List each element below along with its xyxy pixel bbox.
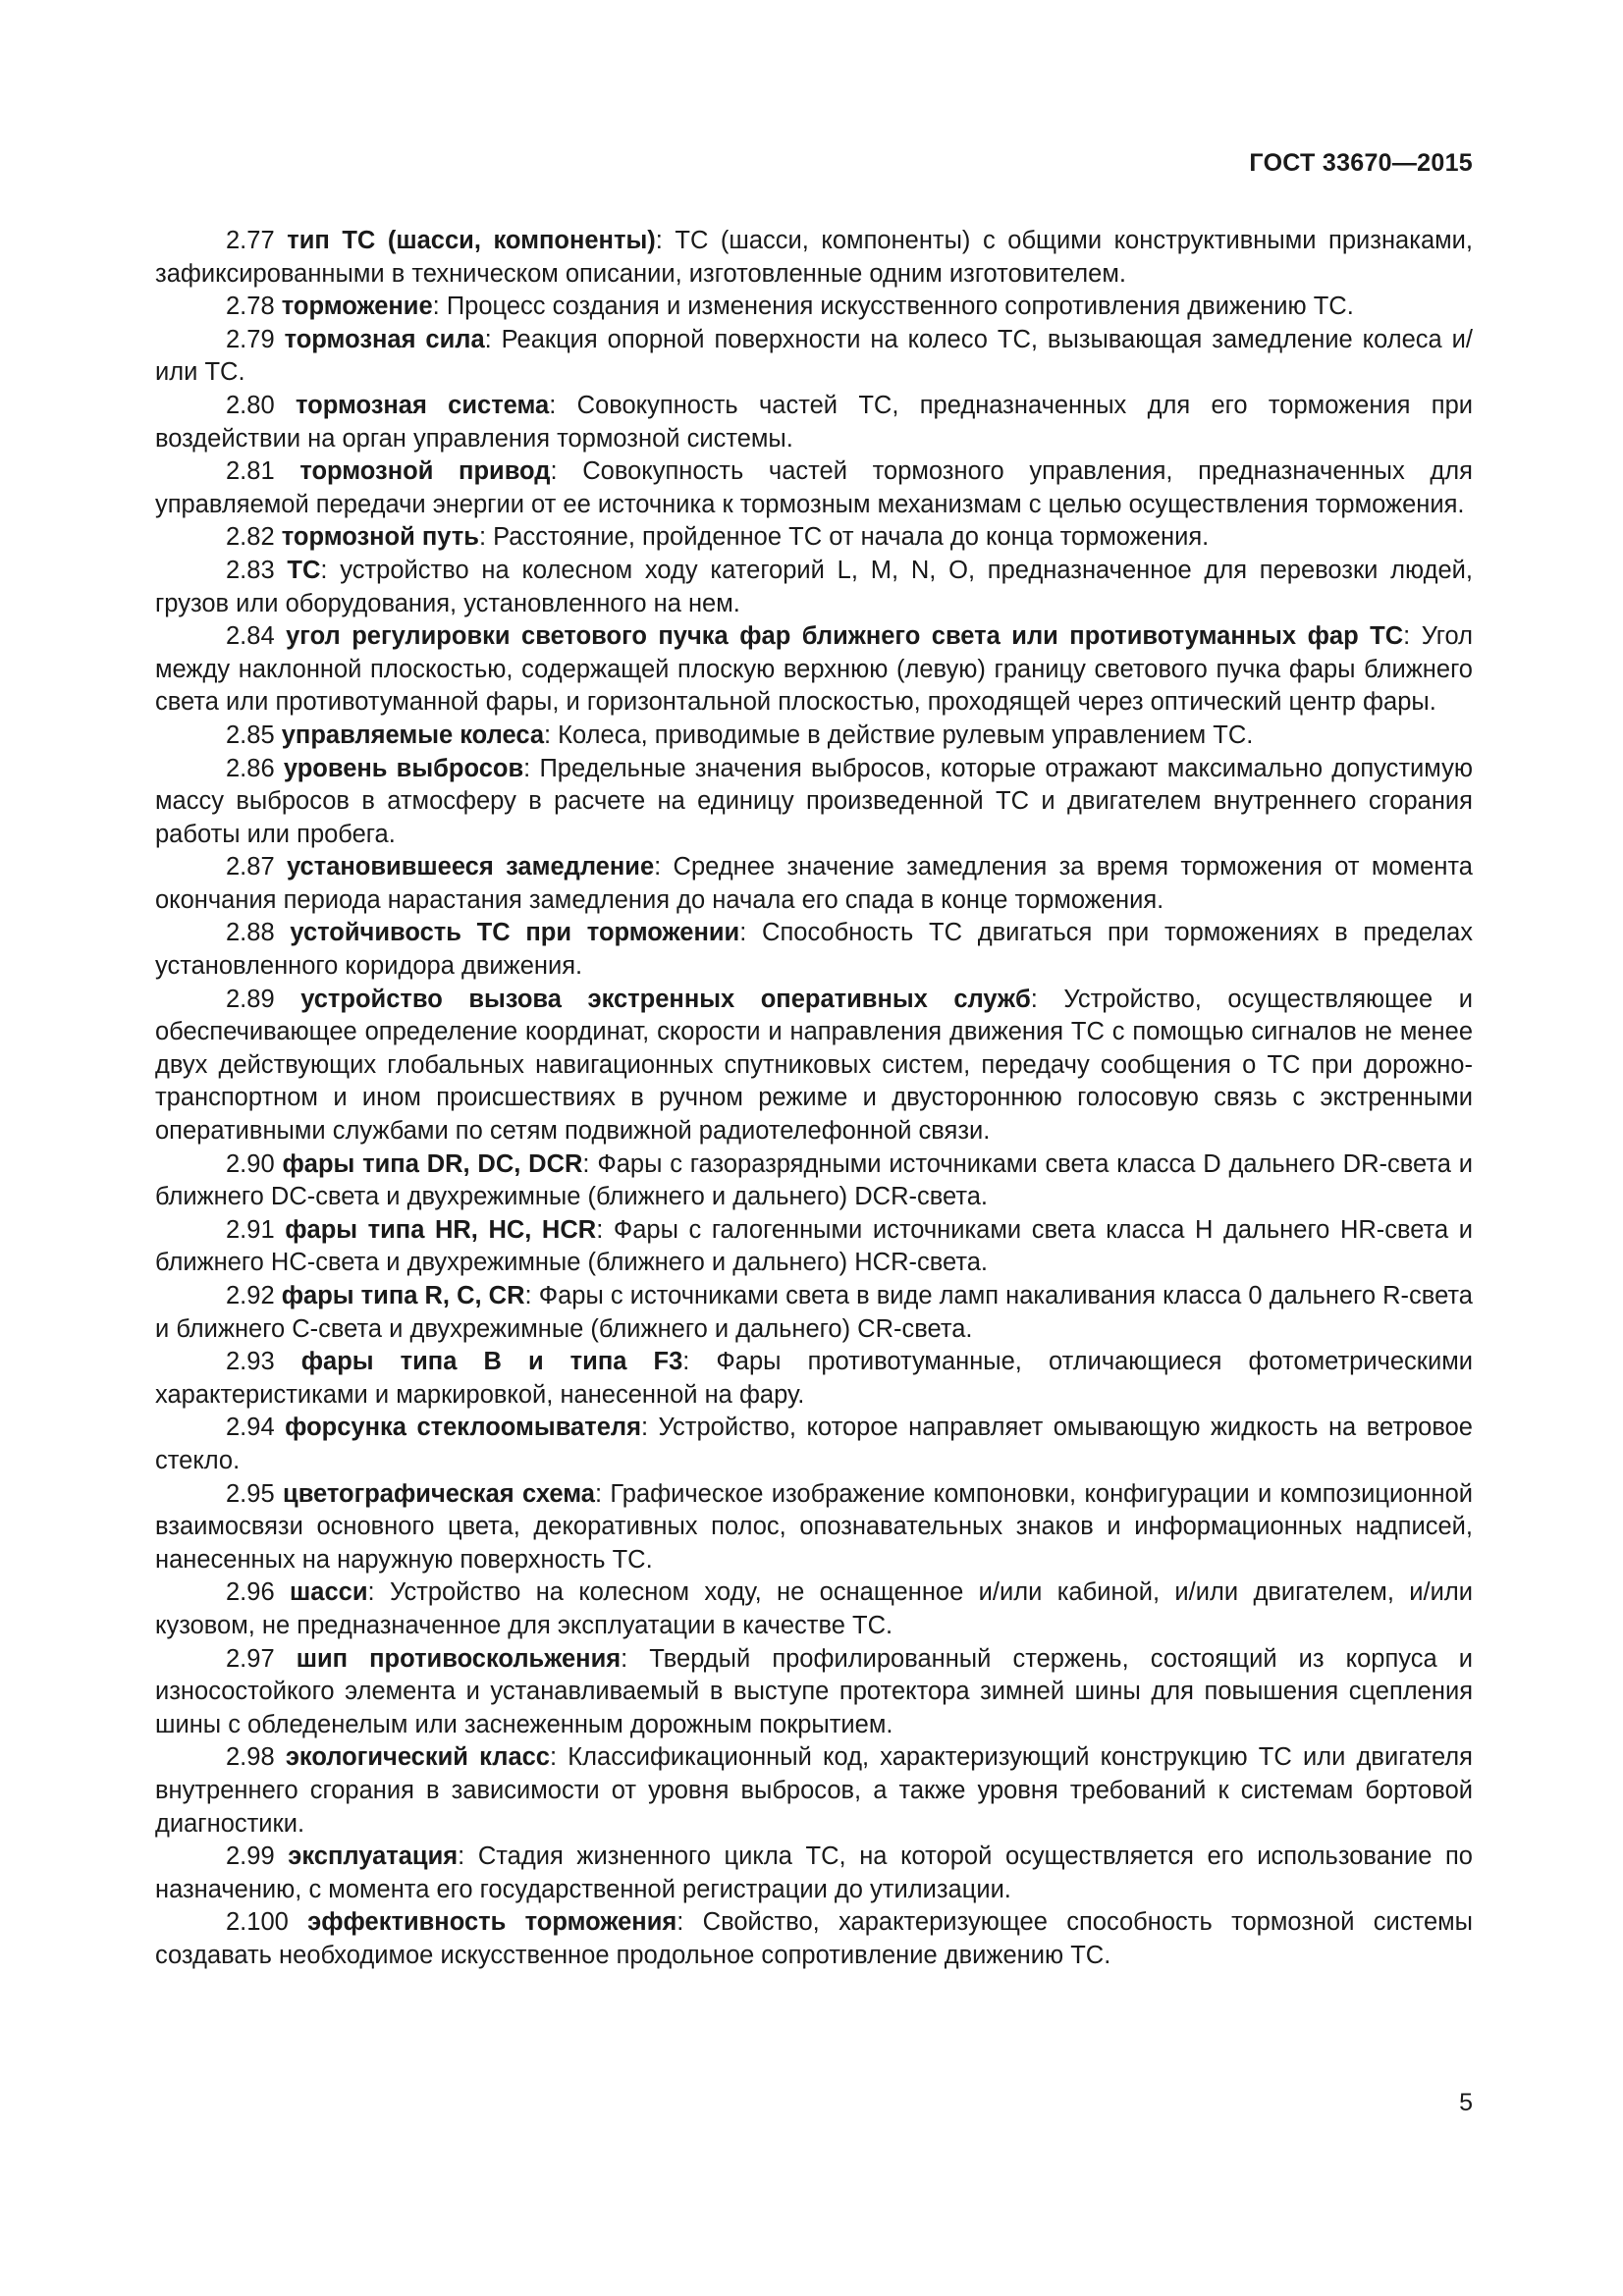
definition-entry	[155, 851, 1473, 917]
definition-entry	[155, 753, 1473, 852]
entry-definition: : Угол между наклонной плоскостью, содержащей плоскую верхнюю (левую) границу светового пучка фары ближнего света или противотуманной фары, и горизонтальной плоскостью, проходящей через оптический центр фары.	[155, 622, 1473, 717]
entry-definition: : Процесс создания и изменения искусственного сопротивления движению ТС.	[432, 293, 1354, 321]
entry-term: фары типа R, C, CR	[281, 1282, 525, 1309]
entry-definition: : Классификационный код, характеризующий конструкцию ТС или двигателя внутреннего сгорания в зависимости от уровня выбросов, а также уровня требований к системам бортовой диагностики.	[155, 1743, 1473, 1838]
page-number: 5	[1459, 2089, 1473, 2116]
entry-definition: : Фары с источниками света в виде ламп накаливания класса 0 дальнего R-света и ближнего C-света и двухрежимные (ближнего и дальнего) CR-света.	[155, 1282, 1473, 1343]
entry-definition: : Расстояние, пройденное ТС от начала до конца торможения.	[478, 523, 1210, 552]
definitions-list	[155, 225, 1473, 1972]
entry-term: устройство вызова экстренных оперативных служб	[300, 985, 1031, 1013]
entry-definition: : Совокупность частей тормозного управления, предназначенных для управляемой передачи энергии от ее источника к тормозным механизмам с целью осуществления торможения.	[155, 457, 1473, 518]
entry-definition: : Колеса, приводимые в действие рулевым управлением ТС.	[544, 721, 1254, 749]
entry-number: 2.83	[226, 556, 275, 584]
definition-entry	[155, 521, 1473, 555]
entry-definition: : Графическое изображение компоновки, конфигурации и композиционной взаимосвязи основного цвета, декоративных полос, опознавательных знаков и информационных надписей, нанесенных на наружную поверхность ТС.	[155, 1479, 1474, 1574]
entry-term: установившееся замедление	[286, 853, 655, 881]
standard-header: ГОСТ 33670—2015	[1249, 149, 1473, 177]
entry-number: 2.98	[226, 1743, 275, 1772]
definition-entry	[155, 1346, 1473, 1412]
entry-definition: : Среднее значение замедления за время торможения от момента окончания периода нарастания замедления до начала его спада в конце торможения.	[155, 853, 1473, 914]
entry-term: ТС	[287, 556, 321, 584]
entry-term: фары типа B и типа F3	[300, 1348, 683, 1376]
definition-entry	[155, 1576, 1473, 1642]
entry-term: экологический класс	[285, 1743, 550, 1772]
entry-definition: : Твердый профилированный стержень, состоящий из корпуса и износостойкого элемента и устанавливаемый в выступе протектора зимней шины для повышения сцепления шины с обледенелым или заснеженным дорожным покрытием.	[155, 1644, 1473, 1738]
entry-number: 2.84	[226, 622, 275, 651]
entry-number: 2.92	[226, 1282, 275, 1309]
definition-entry	[155, 1741, 1473, 1841]
entry-term: угол регулировки светового пучка фар ближнего света или противотуманных фар ТС	[286, 622, 1404, 651]
entry-definition: : Фары с галогенными источниками света класса H дальнего HR-света и ближнего HC-света и двухрежимные (ближнего и дальнего) HCR-света.	[155, 1215, 1473, 1277]
entry-term: шасси	[290, 1578, 368, 1607]
entry-definition: : ТС (шасси, компоненты) с общими конструктивными признаками, зафиксированными в техническом описании, изготовленные одним изготовителем.	[155, 227, 1473, 288]
definition-entry	[155, 324, 1473, 390]
definition-entry	[155, 1214, 1473, 1280]
definition-entry	[155, 1643, 1473, 1742]
entry-number: 2.86	[226, 754, 275, 782]
entry-number: 2.93	[226, 1348, 275, 1376]
entry-definition: : Предельные значения выбросов, которые отражают максимально допустимую массу выбросов в атмосферу в расчете на единицу произведенной ТС и двигателем внутреннего сгорания работы или пробега.	[155, 754, 1473, 848]
entry-number: 2.87	[226, 853, 275, 881]
definition-entry	[155, 225, 1473, 291]
entry-term: торможение	[281, 293, 433, 321]
entry-term: тип ТС (шасси, компоненты)	[287, 227, 656, 254]
entry-number: 2.79	[226, 325, 275, 353]
entry-term: эффективность торможения	[307, 1908, 677, 1937]
entry-definition: : Фары противотуманные, отличающиеся фотометрическими характеристиками и маркировкой, нанесенной на фару.	[155, 1348, 1473, 1409]
definition-entry	[155, 1412, 1473, 1477]
entry-term: цветографическая схема	[283, 1479, 595, 1508]
entry-number: 2.96	[226, 1578, 275, 1607]
entry-number: 2.94	[226, 1414, 275, 1442]
entry-number: 2.88	[226, 919, 275, 947]
definition-entry	[155, 984, 1473, 1148]
definition-entry	[155, 917, 1473, 983]
entry-definition: : устройство на колесном ходу категорий L, M, N, O, предназначенное для перевозки людей, грузов или оборудования, установленного на нем.	[155, 556, 1473, 617]
entry-definition: : Способность ТС двигаться при торможениях в пределах установленного коридора движения.	[155, 919, 1473, 981]
entry-definition: : Реакция опорной поверхности на колесо ТС, вызывающая замедление колеса и/или ТС.	[155, 325, 1473, 387]
entry-number: 2.90	[226, 1149, 275, 1178]
definition-entry	[155, 620, 1473, 720]
definition-entry	[155, 390, 1473, 455]
entry-number: 2.85	[226, 721, 275, 749]
definition-entry	[155, 1478, 1473, 1577]
entry-term: эксплуатация	[288, 1842, 459, 1871]
entry-definition: : Устройство, которое направляет омывающую жидкость на ветровое стекло.	[155, 1414, 1473, 1474]
definition-entry	[155, 555, 1473, 620]
entry-number: 2.82	[226, 523, 275, 552]
entry-number: 2.91	[226, 1215, 275, 1244]
entry-number: 2.77	[226, 227, 275, 254]
entry-term: шип противоскольжения	[296, 1644, 622, 1673]
entry-definition: : Свойство, характеризующее способность тормозной системы создавать необходимое искусственное продольное сопротивление движению ТС.	[155, 1908, 1473, 1969]
entry-definition: : Устройство, осуществляющее и обеспечивающее определение координат, скорости и направления движения ТС с помощью сигналов не менее двух действующих глобальных навигационных спутниковых систем, передачу сообщения о ТС при дорожно-транспортном и ином происшествиях в ручном режиме и двустороннюю голосовую связь с экстренными оперативными службами по сетям подвижной радиотелефонной связи.	[155, 985, 1473, 1146]
entry-definition: : Устройство на колесном ходу, не оснащенное и/или кабиной, и/или двигателем, и/или кузовом, не предназначенное для эксплуатации в качестве ТС.	[155, 1578, 1473, 1639]
definition-entry	[155, 1148, 1473, 1214]
entry-term: устойчивость ТС при торможении	[290, 919, 740, 947]
entry-definition: : Совокупность частей ТС, предназначенных для его торможения при воздействии на орган управления тормозной системы.	[155, 391, 1474, 453]
entry-number: 2.89	[226, 985, 275, 1013]
entry-term: уровень выбросов	[283, 754, 524, 782]
entry-term: фары типа DR, DC, DCR	[282, 1149, 583, 1178]
definition-entry	[155, 291, 1473, 324]
entry-term: тормозная система	[295, 391, 550, 419]
definition-entry	[155, 455, 1473, 521]
entry-term: форсунка стеклоомывателя	[285, 1414, 641, 1442]
entry-definition: : Стадия жизненного цикла ТС, на которой осуществляется его использование по назначению, с момента его государственной регистрации до утилизации.	[155, 1842, 1473, 1903]
entry-number: 2.99	[226, 1842, 275, 1871]
definition-entry	[155, 1280, 1473, 1346]
entry-term: тормозной путь	[281, 523, 479, 552]
entry-definition: : Фары с газоразрядными источниками света класса D дальнего DR-света и ближнего DC-света и двухрежимные (ближнего и дальнего) DCR-света.	[155, 1149, 1473, 1211]
definition-entry	[155, 1906, 1473, 1972]
definition-entry	[155, 1841, 1473, 1906]
entry-term: тормозной привод	[299, 457, 551, 486]
entry-number: 2.78	[226, 293, 275, 321]
entry-number: 2.97	[226, 1644, 275, 1673]
entry-number: 2.81	[226, 457, 275, 486]
entry-number: 2.80	[226, 391, 275, 419]
entry-number: 2.95	[226, 1479, 275, 1508]
entry-number: 2.100	[226, 1908, 289, 1937]
entry-term: управляемые колеса	[281, 721, 544, 749]
entry-term: тормозная сила	[284, 325, 485, 353]
entry-term: фары типа HR, HC, HCR	[285, 1215, 597, 1244]
definition-entry	[155, 720, 1473, 753]
